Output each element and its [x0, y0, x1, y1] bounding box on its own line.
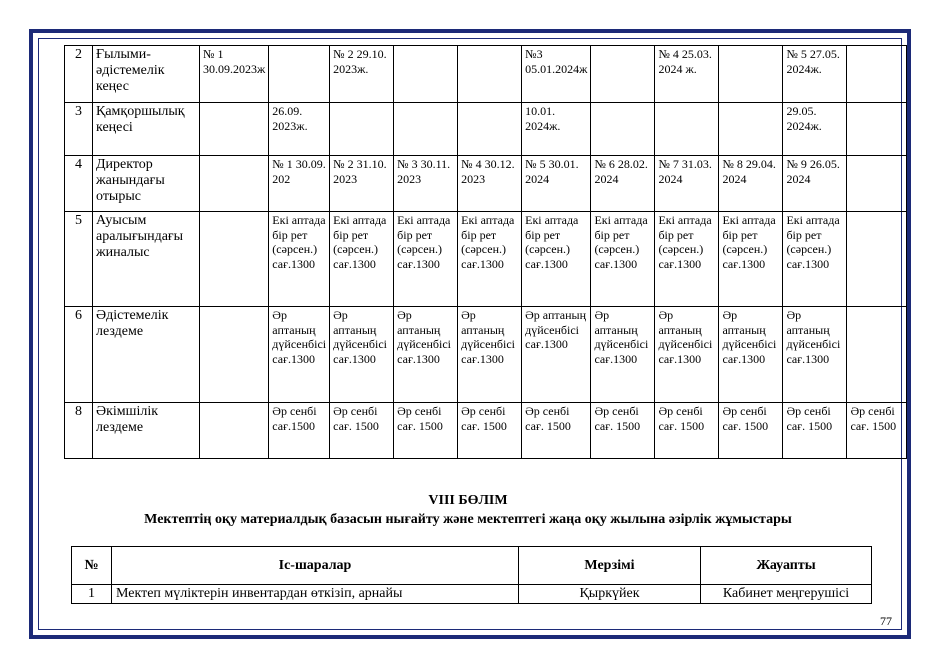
schedule-cell: № 4 25.03. 2024 ж. [655, 46, 719, 103]
schedule-cell: Екі аптада бір рет (сәрсен.) сағ.1300 [783, 212, 847, 307]
schedule-cell: № 2 29.10. 2023ж. [330, 46, 394, 103]
schedule-cell [200, 103, 269, 156]
plan-header-activity: Іс-шаралар [112, 547, 519, 585]
schedule-row [65, 156, 907, 212]
schedule-cell [591, 103, 655, 156]
schedule-cell: Әр сенбі сағ. 1500 [394, 403, 458, 459]
schedule-cell [200, 212, 269, 307]
row-number: 2 [65, 46, 93, 103]
schedule-cell: Әр сенбі сағ. 1500 [330, 403, 394, 459]
schedule-row [65, 212, 907, 307]
schedule-cell: № 6 28.02. 2024 [591, 156, 655, 212]
schedule-row [65, 307, 907, 403]
schedule-row [65, 103, 907, 156]
schedule-cell: Әр аптаның дүйсенбісі сағ.1300 [522, 307, 591, 403]
schedule-cell [330, 103, 394, 156]
schedule-table [64, 45, 907, 459]
schedule-cell: № 1 30.09.2023ж [200, 46, 269, 103]
row-number: 6 [65, 307, 93, 403]
schedule-cell [847, 212, 907, 307]
schedule-cell: Әр сенбі сағ. 1500 [655, 403, 719, 459]
schedule-cell: №3 05.01.2024ж [522, 46, 591, 103]
schedule-cell [847, 307, 907, 403]
schedule-cell: Екі аптада бір рет (сәрсен.) сағ.1300 [394, 212, 458, 307]
schedule-cell: Әр аптаның дүйсенбісі сағ.1300 [269, 307, 330, 403]
schedule-row [65, 46, 907, 103]
schedule-cell: № 8 29.04. 2024 [719, 156, 783, 212]
schedule-row [65, 403, 907, 459]
row-number: 3 [65, 103, 93, 156]
row-name: Директор жанындағы отырыс [93, 156, 200, 212]
schedule-cell: Әр аптаның дүйсенбісі сағ.1300 [783, 307, 847, 403]
schedule-cell [269, 46, 330, 103]
plan-row-activity: Мектеп мүліктерін инвентардан өткізіп, арнайы [112, 585, 519, 604]
row-name: Ғылыми-әдістемелік кеңес [93, 46, 200, 103]
schedule-cell: № 4 30.12. 2023 [458, 156, 522, 212]
schedule-cell: Екі аптада бір рет (сәрсен.) сағ.1300 [458, 212, 522, 307]
schedule-cell [458, 103, 522, 156]
schedule-cell: 10.01. 2024ж. [522, 103, 591, 156]
schedule-cell: 26.09. 2023ж. [269, 103, 330, 156]
schedule-cell [200, 307, 269, 403]
schedule-cell: Әр сенбі сағ.1500 [269, 403, 330, 459]
section-subheading: Мектептің оқу материалдық базасын нығайту және мектептегі жаңа оқу жылына әзірлік жұмыстары [144, 512, 792, 527]
schedule-cell: Әр сенбі сағ. 1500 [458, 403, 522, 459]
plan-row-num: 1 [72, 585, 112, 604]
schedule-cell: Екі аптада бір рет (сәрсен.) сағ.1300 [330, 212, 394, 307]
schedule-cell: Екі аптада бір рет (сәрсен.) сағ.1300 [655, 212, 719, 307]
schedule-cell: № 5 30.01. 2024 [522, 156, 591, 212]
plan-header-deadline: Мерзімі [519, 547, 701, 585]
schedule-cell [200, 403, 269, 459]
plan-table [71, 546, 872, 604]
schedule-cell: № 3 30.11. 2023 [394, 156, 458, 212]
schedule-cell: Әр аптаның дүйсенбісі сағ.1300 [591, 307, 655, 403]
plan-header-responsible: Жауапты [701, 547, 872, 585]
row-number: 5 [65, 212, 93, 307]
schedule-cell: № 2 31.10. 2023 [330, 156, 394, 212]
schedule-cell [591, 46, 655, 103]
row-name: Ауысым аралығындағы жиналыс [93, 212, 200, 307]
schedule-cell [394, 46, 458, 103]
schedule-cell [458, 46, 522, 103]
schedule-cell: Екі аптада бір рет (сәрсен.) сағ.1300 [269, 212, 330, 307]
row-number: 8 [65, 403, 93, 459]
row-number: 4 [65, 156, 93, 212]
schedule-cell: Әр сенбі сағ. 1500 [591, 403, 655, 459]
schedule-cell [655, 103, 719, 156]
schedule-cell [719, 46, 783, 103]
schedule-cell: Әр сенбі сағ. 1500 [522, 403, 591, 459]
row-name: Қамқоршылық кеңесі [93, 103, 200, 156]
plan-header-row [72, 547, 872, 585]
schedule-cell: № 5 27.05. 2024ж. [783, 46, 847, 103]
row-name: Әкімшілік лездеме [93, 403, 200, 459]
schedule-cell: Әр сенбі сағ. 1500 [719, 403, 783, 459]
schedule-cell: Әр аптаның дүйсенбісі сағ.1300 [458, 307, 522, 403]
row-name: Әдістемелік лездеме [93, 307, 200, 403]
schedule-cell: Екі аптада бір рет (сәрсен.) сағ.1300 [522, 212, 591, 307]
schedule-cell [847, 46, 907, 103]
schedule-cell [847, 156, 907, 212]
schedule-cell: Әр аптаның дүйсенбісі сағ.1300 [330, 307, 394, 403]
schedule-cell: Әр аптаның дүйсенбісі сағ.1300 [394, 307, 458, 403]
schedule-cell: Әр сенбі сағ. 1500 [847, 403, 907, 459]
section-heading: VIII БӨЛІМ [428, 493, 508, 508]
schedule-cell: № 1 30.09. 202 [269, 156, 330, 212]
plan-row-responsible: Кабинет меңгерушісі [701, 585, 872, 604]
schedule-cell: Екі аптада бір рет (сәрсен.) сағ.1300 [719, 212, 783, 307]
page-number: 77 [880, 614, 892, 628]
plan-row [72, 585, 872, 604]
schedule-cell: 29.05. 2024ж. [783, 103, 847, 156]
schedule-cell: Әр сенбі сағ. 1500 [783, 403, 847, 459]
schedule-cell: Әр аптаның дүйсенбісі сағ.1300 [719, 307, 783, 403]
plan-row-deadline: Қыркүйек [519, 585, 701, 604]
schedule-cell [847, 103, 907, 156]
plan-header-num: № [72, 547, 112, 585]
schedule-cell [200, 156, 269, 212]
schedule-cell: Екі аптада бір рет (сәрсен.) сағ.1300 [591, 212, 655, 307]
schedule-cell [719, 103, 783, 156]
schedule-cell: № 9 26.05. 2024 [783, 156, 847, 212]
schedule-cell: № 7 31.03. 2024 [655, 156, 719, 212]
schedule-cell [394, 103, 458, 156]
schedule-cell: Әр аптаның дүйсенбісі сағ.1300 [655, 307, 719, 403]
